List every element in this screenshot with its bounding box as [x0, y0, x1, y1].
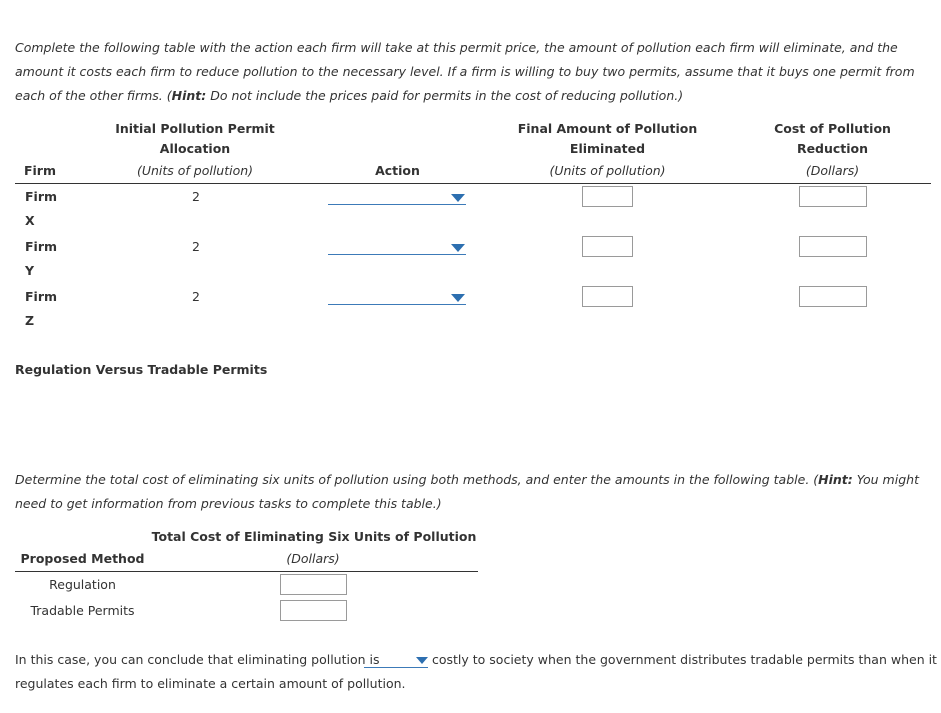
firm-y-final-input[interactable]: [582, 236, 633, 257]
header-firm: Firm: [23, 163, 56, 178]
firm-x-letter: X: [25, 213, 35, 228]
instructions-paragraph: [15, 36, 930, 108]
firm-z-letter: Z: [25, 313, 35, 328]
firm-z-allocation: 2: [192, 289, 200, 304]
firm-x-word: Firm: [25, 189, 58, 204]
section-title: Regulation Versus Tradable Permits: [15, 362, 268, 377]
dropdown-arrow-icon: [451, 294, 465, 302]
firm-z-word: Firm: [25, 289, 58, 304]
determine-paragraph: [15, 468, 935, 516]
hint-label: Hint:: [171, 88, 207, 103]
header-final-line2: Eliminated: [569, 141, 646, 156]
firm-z-cost-input[interactable]: [799, 286, 867, 307]
table2-header-rule: [15, 571, 478, 572]
method-tradable-permits: Tradable Permits: [30, 603, 135, 618]
header-final-unit: (Units of pollution): [549, 163, 666, 178]
table2-header-title: Total Cost of Eliminating Six Units of Pollution: [151, 529, 477, 544]
conclusion-after: costly to society when the government distributes tradable permits than when it: [432, 652, 937, 667]
regulation-cost-input[interactable]: [280, 574, 347, 595]
conclusion-before: In this case, you can conclude that eliminating pollution is: [15, 652, 380, 667]
hint-text: Do not include the prices paid for permits in the cost of reducing pollution.): [206, 88, 684, 103]
header-final-line1: Final Amount of Pollution: [517, 121, 698, 136]
firm-x-final-input[interactable]: [582, 186, 633, 207]
firm-x-action-dropdown[interactable]: [328, 190, 466, 205]
header-initial-line2: Allocation: [159, 141, 231, 156]
instructions-text: Complete the following table with the action each firm will take at this permit price, the amount of pollution each firm will eliminate, and the amount it costs each firm to reduce pollution to the necessary level. If a firm is willing to buy two permits, assume that it buys one permit from each of the other firms. (: [15, 40, 915, 103]
determine-hint-label: Hint:: [818, 472, 853, 487]
determine-text: Determine the total cost of eliminating six units of pollution using both methods, and enter the amounts in the following table. (: [15, 472, 819, 487]
firm-y-letter: Y: [25, 263, 35, 278]
header-cost-line2: Reduction: [796, 141, 869, 156]
header-cost-unit: (Dollars): [805, 163, 860, 178]
tradable-permits-cost-input[interactable]: [280, 600, 347, 621]
firm-y-cost-input[interactable]: [799, 236, 867, 257]
header-cost-line1: Cost of Pollution: [774, 121, 891, 136]
firm-z-final-input[interactable]: [582, 286, 633, 307]
table2-header-unit: (Dollars): [286, 551, 340, 566]
firm-y-allocation: 2: [192, 239, 200, 254]
firm-z-action-dropdown[interactable]: [328, 290, 466, 305]
header-action: Action: [375, 163, 420, 178]
table1-header-rule: [15, 183, 931, 184]
conclusion-dropdown[interactable]: [364, 653, 428, 668]
method-regulation: Regulation: [49, 577, 116, 592]
firm-x-cost-input[interactable]: [799, 186, 867, 207]
dropdown-arrow-icon: [451, 244, 465, 252]
firm-y-word: Firm: [25, 239, 58, 254]
header-initial-unit: (Units of pollution): [136, 163, 254, 178]
header-initial-line1: Initial Pollution Permit: [115, 121, 275, 136]
firm-x-allocation: 2: [192, 189, 200, 204]
conclusion-line2: regulates each firm to eliminate a certain amount of pollution.: [15, 676, 406, 691]
dropdown-arrow-icon: [451, 194, 465, 202]
firm-y-action-dropdown[interactable]: [328, 240, 466, 255]
dropdown-arrow-icon: [416, 657, 428, 664]
determine-hint-text: You might need to get information from previous tasks to complete this table.): [15, 472, 919, 511]
table2-header-method: Proposed Method: [20, 551, 145, 566]
